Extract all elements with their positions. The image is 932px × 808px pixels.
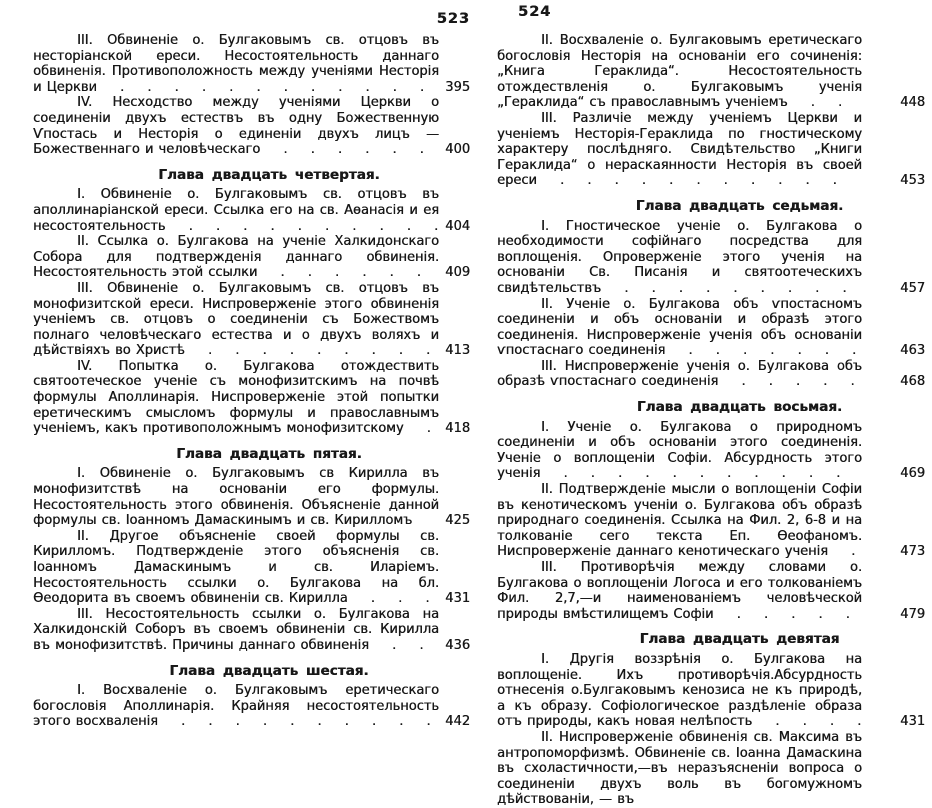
toc-entry-text: II. Восхваленіе о. Булгаковымъ еретическаго богословія Несторія на основаніи его сочиненія: „Книга Гераклида“. Несостоятельность отождествленія о. Булгаковымъ ученія „Гераклида“ съ православнымъ ученіемъ . . <box>497 33 862 111</box>
toc-entry-text: IV. Несходство между ученіями Церкви о соединеніи двухъ естествъ въ одну Божественную Ѵпостась и Несторія о единеніи двухъ лицъ — Божественнаго и человѣческаго . . . . . . <box>33 95 439 158</box>
toc-entry-text: III. Обвиненіе о. Булгаковымъ св. отцовъ въ монофизитской ереси. Ниспроверженіе этого обвиненія ученіемъ св. отцовъ о соединеніи съ Божествомъ полнаго человѣческаго естества и о двухъ воляхъ и дѣйствіяхъ во Христѣ . . . . . . . . . <box>33 280 439 359</box>
toc-entry <box>497 730 925 808</box>
toc-entry <box>33 529 470 607</box>
dot-leader: . . . . . . . . . <box>184 343 431 359</box>
toc-entry-text: II. Подтвержденіе мысли о воплощеніи Софіи въ кенотическомъ ученіи о. Булгакова объ образѣ природнаго соединенія. Ссылка на Фил. 2, 6-8 и на толкованіе сего текста Еп. Ѳеофаномъ. Ниспроверженіе даннаго кенотическаго ученія . <box>497 482 862 560</box>
toc-entry-text: I. Обвиненіе о. Булгаковымъ св. отцовъ въ аполлинаріанской ереси. Ссылка его на св. Аѳанасія и ея несостоятельность . . . . . . . . . . <box>33 187 439 234</box>
dot-leader: . . <box>787 95 843 111</box>
chapter-heading: Глава двадцать восьмая. <box>636 399 843 416</box>
toc-page-ref: 448 <box>900 95 925 111</box>
dot-leader: . . . . . . . . . <box>601 280 847 296</box>
dot-leader: . . . . . . . . . . <box>157 714 431 730</box>
toc-entry <box>497 560 925 622</box>
dot-leader: . . . . . . . . . . . <box>540 466 841 482</box>
toc-page-ref: 425 <box>445 513 470 529</box>
chapter-heading: Глава двадцать седьмая. <box>635 197 844 214</box>
toc-entry <box>497 33 925 111</box>
toc-page-ref: 436 <box>445 637 470 653</box>
toc-entry <box>33 33 470 95</box>
toc-entry-text: III. Ниспроверженіе ученія о. Булгакова объ образѣ ѵпостаснаго соединенія . . . . . <box>497 358 862 390</box>
toc-page-ref: 473 <box>900 544 925 560</box>
toc-entry-text: I. Ученіе о. Булгакова о природномъ соединеніи и объ основаніи этого соединенія. Ученіе о воплощеніи Софіи. Абсурдность этого ученія . . . . . . . . . . . <box>497 419 862 482</box>
toc-entry <box>497 297 925 359</box>
toc-entry-text: I. Гностическое ученіе о. Булгакова о необходимости софійнаго посредства для воплощенія. Опроверженіе этого ученія на основаніи Св. Писанія и святоотеческихъ свидѣтельствъ . . . . . . . . . <box>497 218 862 296</box>
page-number-right: 524 <box>518 4 552 20</box>
dot-leader: . . . . . . <box>260 142 424 158</box>
dot-leader: . . . . . . . . . . . . <box>96 79 425 95</box>
toc-page-ref: 431 <box>445 591 470 607</box>
dot-leader: . . . . . . . . . . . <box>536 173 837 189</box>
toc-entry <box>497 219 925 297</box>
toc-page-ref: 409 <box>445 265 470 281</box>
toc-entry <box>497 359 925 390</box>
toc-page-ref: 469 <box>900 466 925 482</box>
toc-page-ref: 468 <box>900 374 925 390</box>
chapter-heading: Глава двадцать пятая. <box>176 445 362 462</box>
toc-page-ref: 442 <box>445 714 470 730</box>
toc-page-ref: 400 <box>445 142 470 158</box>
toc-entry <box>497 111 925 189</box>
toc-page-ref: 395 <box>445 79 470 95</box>
toc-entry <box>33 466 470 528</box>
toc-entry-text: III. Различіе между ученіемъ Церкви и ученіемъ Несторія-Гераклида по гностическому характеру послѣдняго. Свидѣтельство „Книги Гераклида“ о нераскаянности Несторія въ своей ереси . . . . . . . . . . . <box>497 110 862 189</box>
dot-leader: . <box>403 421 431 437</box>
toc-entry-text: III. Обвиненіе о. Булгаковымъ св. отцовъ въ несторіанской ереси. Несостоятельность даннаго обвиненія. Противоположность между ученіями Несторія и Церкви . . . . . . . . . . . . <box>33 33 439 95</box>
toc-entry-text: I. Обвиненіе о. Булгаковымъ св Кирилла въ монофизитствѣ на основаніи его формулы. Несостоятельность этого обвиненія. Объясненіе данной формулы св. Іоанномъ Дамаскинымъ и св. Кирилломъ <box>33 466 439 529</box>
dot-leader: . . . . . . <box>257 265 421 281</box>
toc-page-ref: 479 <box>900 606 925 622</box>
chapter-heading: Глава двадцать четвертая. <box>158 166 380 183</box>
toc-entry <box>33 359 470 437</box>
dot-leader: . . . . . <box>718 374 855 390</box>
toc-entry-text: I. Другія воззрѣнія о. Булгакова на воплощеніе. Ихъ противорѣчія.Абсурдность отнесенія о.Булгаковымъ кенозиса не къ природѣ, а къ образу. Софіологическое раздѣленіе образа отъ природы, какъ новая нелѣпость . . . . <box>497 651 862 730</box>
dot-leader: . . . . <box>752 714 862 730</box>
toc-entry <box>33 281 470 359</box>
toc-entry-text: II. Другое объясненіе своей формулы св. Кирилломъ. Подтвержденіе этого объясненія св. Іоанномъ Дамаскинымъ и св. Иларіемъ. Несостоятельность ссылки о. Булгакова на бл. Ѳеодорита въ своемъ обвиненіи св. Кирилла . . . <box>33 528 439 607</box>
dot-leader: . . . <box>347 591 430 607</box>
toc-entry <box>497 420 925 482</box>
toc-entry-text: II. Ниспроверженіе обвиненія св. Максима въ антропоморфизмѣ. Обвиненіе св. Іоанна Дамаскина въ схоластичности,—въ неразъясненіи вопроса о соединеніи двухъ воль въ богомужномъ дѣйствованіи, — въ <box>497 729 862 808</box>
dot-leader: . . <box>368 637 424 653</box>
toc-column-left <box>33 33 470 730</box>
chapter-heading: Глава двадцать шестая. <box>169 662 369 679</box>
toc-entry <box>33 234 470 281</box>
toc-entry <box>33 187 470 234</box>
dot-leader: . . . . . . . <box>665 343 857 359</box>
chapter-heading: Глава двадцать девятая <box>639 631 840 648</box>
dot-leader: . . . . . . . . . . <box>165 218 439 234</box>
page-number-left: 523 <box>436 11 470 27</box>
toc-entry <box>497 482 925 560</box>
toc-entry-text: III. Противорѣчія между словами о. Булгакова о воплощеніи Логоса и его толкованіемъ Фил. 2,7,—и наименованіемъ человѣческой природы вмѣстилищемъ Софіи . . . . . <box>497 560 862 622</box>
toc-page-ref: 457 <box>900 280 925 296</box>
toc-entry-text: III. Несостоятельность ссылки о. Булгакова на Халкидонскій Соборъ въ своемъ обвиненіи св. Кирилла въ монофизитствѣ. Причины даннаго обвиненія . . <box>33 606 439 653</box>
toc-entry <box>497 652 925 730</box>
toc-page-ref: 431 <box>900 714 925 730</box>
toc-entry <box>33 683 470 730</box>
dot-leader: . . . . . <box>713 606 850 622</box>
toc-entry-text: IV. Попытка о. Булгакова отождествить святоотеческое ученіе съ монофизитскимъ на почвѣ формулы Аполлинарія. Ниспроверженіе этой попытки еретическимъ смысломъ формулы и православнымъ ученіемъ, какъ противоположнымъ монофизитскому . <box>33 358 439 437</box>
toc-page-ref: 413 <box>445 343 470 359</box>
toc-page-ref: 404 <box>445 218 470 234</box>
toc-entry-text: II. Ученіе о. Булгакова объ ѵпостасномъ соединеніи и объ основаніи и образѣ этого соединенія. Ниспроверженіе ученія объ основаніи ѵпостаснаго соединенія . . . . . . . <box>497 296 862 359</box>
toc-entry <box>33 95 470 157</box>
toc-entry-text: II. Ссылка о. Булгакова на ученіе Халкидонскаго Собора для подтвержденія даннаго обвиненія. Несостоятельность этой ссылки . . . . . . <box>33 234 439 281</box>
toc-page-ref: 453 <box>900 173 925 189</box>
toc-column-right <box>497 33 925 808</box>
dot-leader: . <box>827 544 856 560</box>
toc-page-ref: 418 <box>445 421 470 437</box>
toc-entry-text: I. Восхваленіе о. Булгаковымъ еретическаго богословія Аполлинарія. Крайняя несостоятельность этого восхваленія . . . . . . . . . . <box>33 683 439 730</box>
toc-page-ref: 463 <box>900 343 925 359</box>
toc-entry <box>33 607 470 654</box>
